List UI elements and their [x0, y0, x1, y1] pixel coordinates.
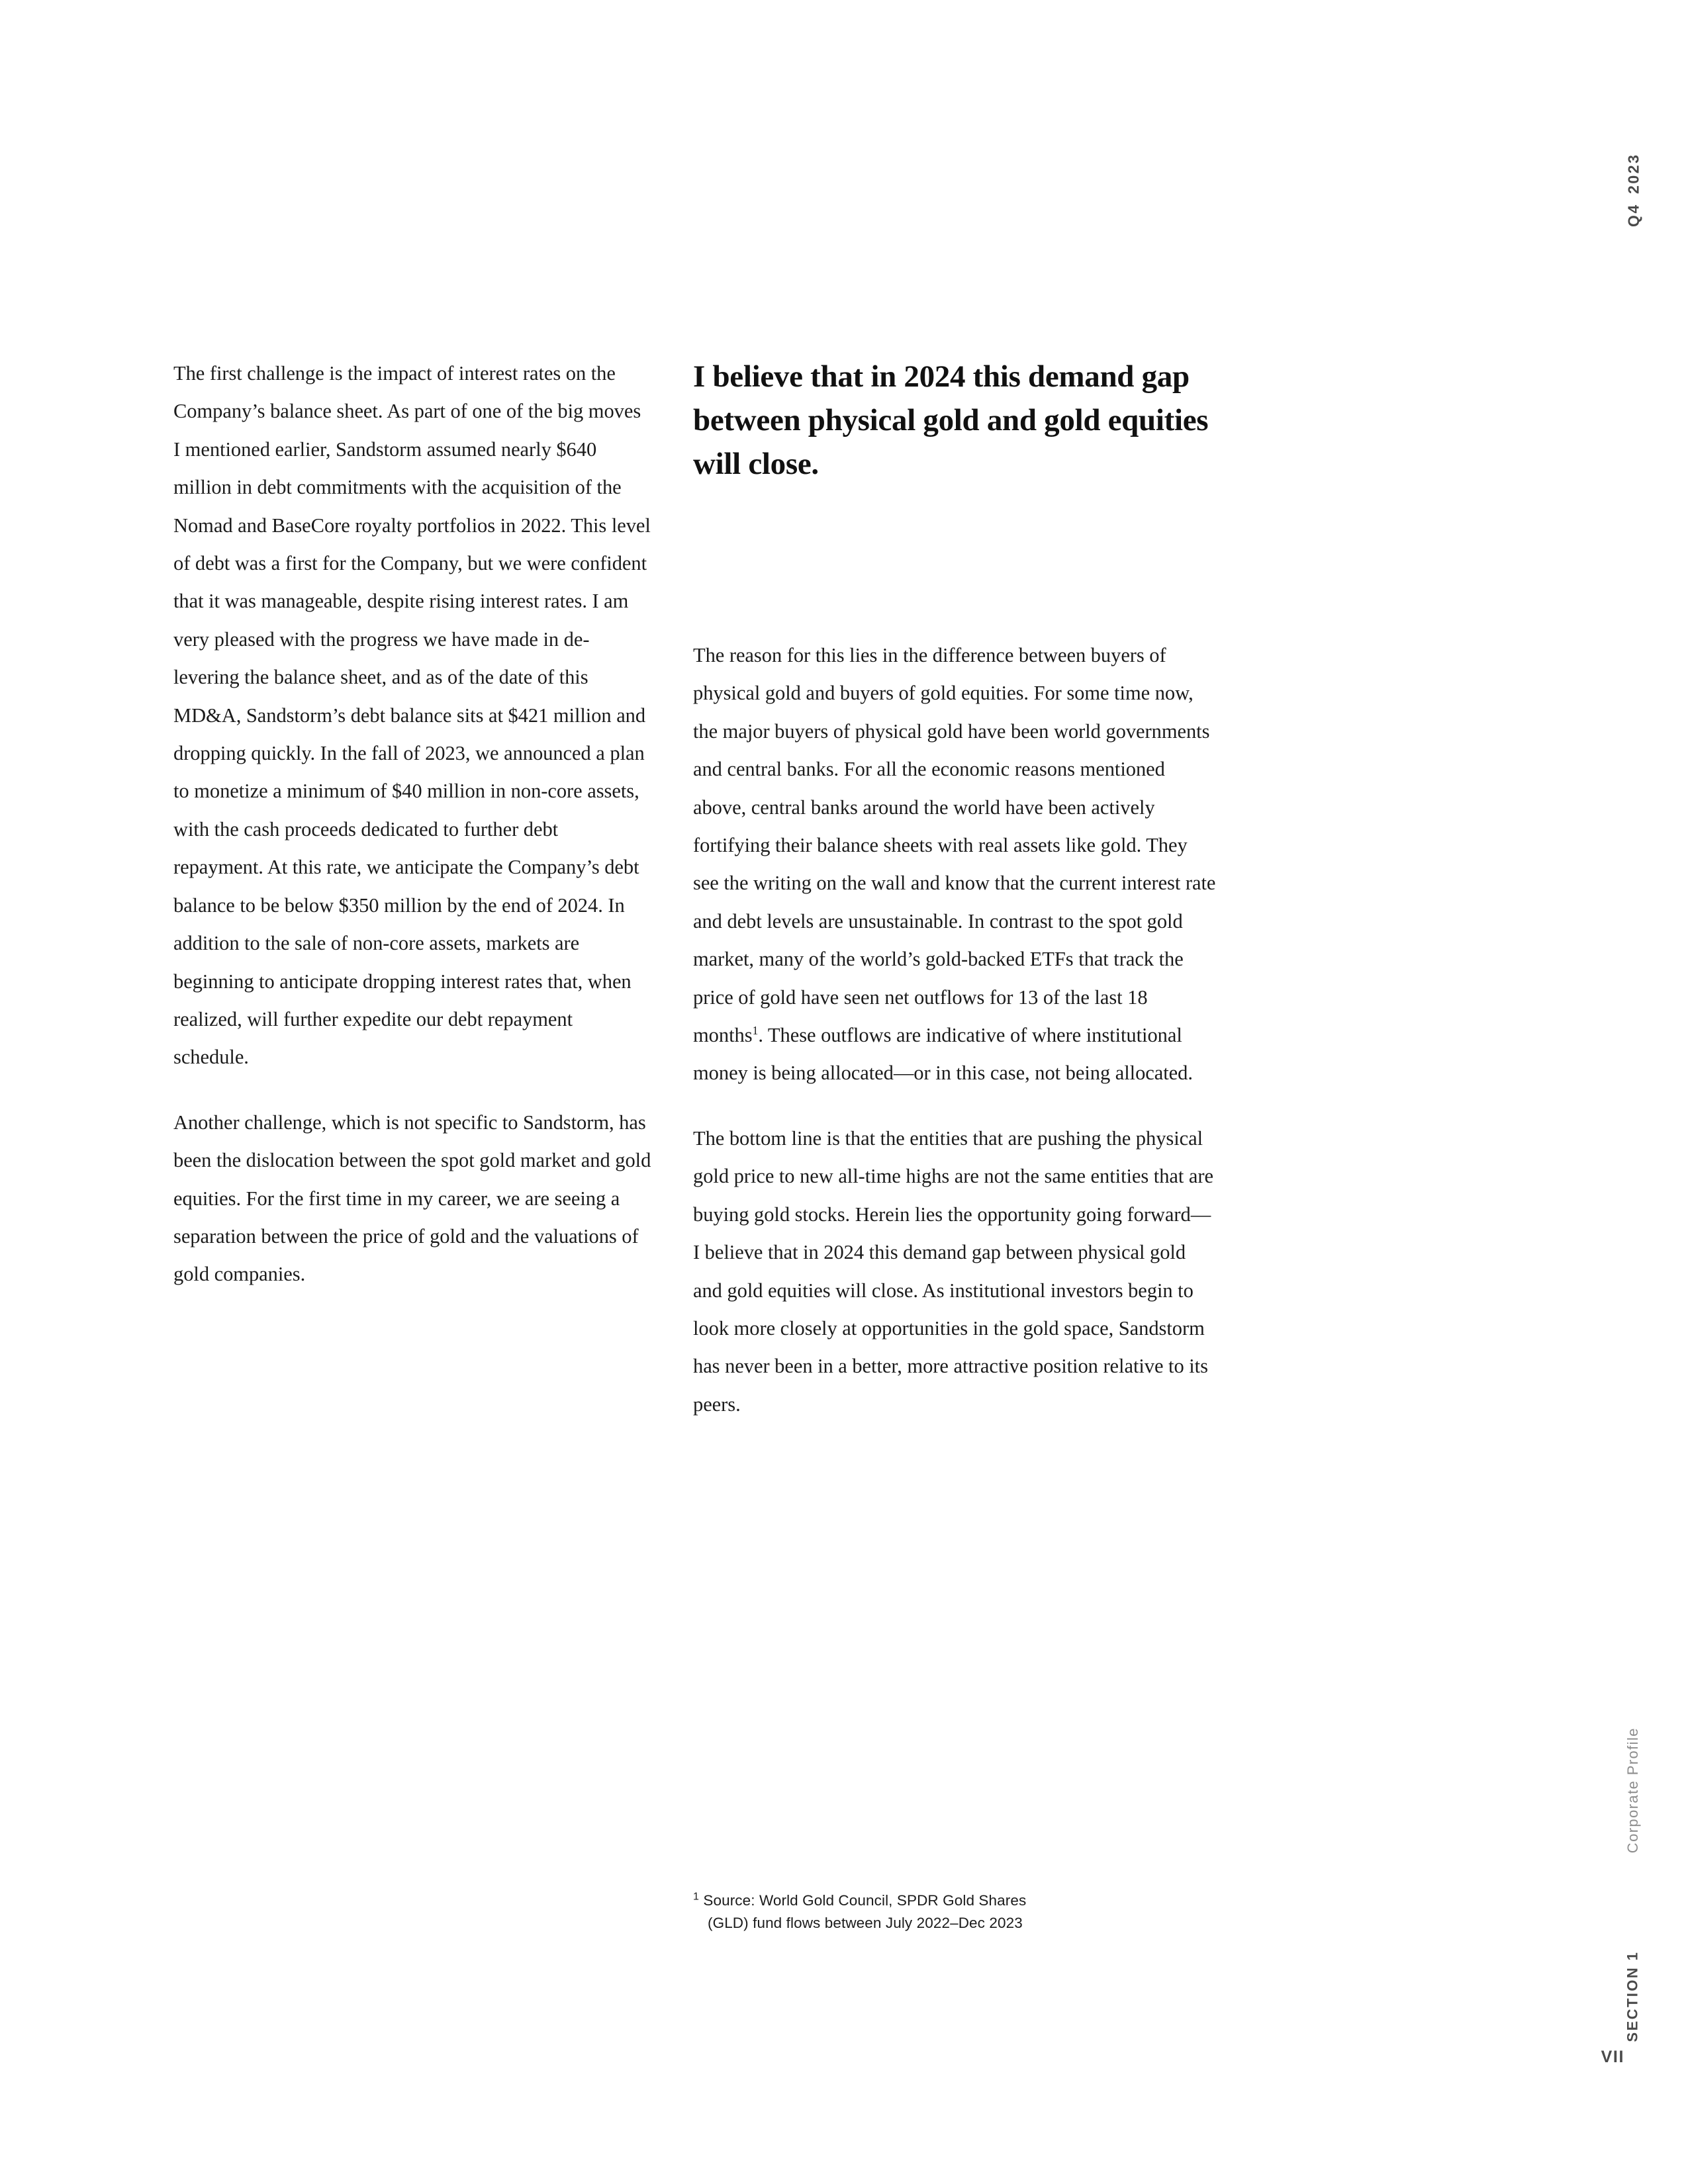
running-head-quarter-text: Q4: [1624, 203, 1642, 227]
footnote: [693, 1889, 1223, 1934]
body-paragraph: [693, 637, 1216, 1093]
body-paragraph-text: The reason for this lies in the difference between buyers of physical gold and buyers of gold equities. For some time now, the major buyers of physical gold have been world governments and central banks. For all the economic reasons mentioned above, central banks around the world have been actively fortifying their balance sheets with real assets like gold. They see the writing on the wall and know that the current interest rate and debt levels are unsustainable. In contrast to the spot gold market, many of the world’s gold-backed ETFs that track the price of gold have seen net outflows for 13 of the last 18 months: [693, 644, 1216, 1047]
footnote-reference: 1: [752, 1023, 759, 1037]
running-head-year-text: 2023: [1624, 153, 1642, 195]
body-paragraph: The bottom line is that the entities that are pushing the physical gold price to new all-time highs are not the same entities that are buying gold stocks. Herein lies the opportunity going forward—I believe that in 2024 this demand gap between physical gold and gold equities will close. As institutional investors begin to look more closely at opportunities in the gold space, Sandstorm has never been in a better, more attractive position relative to its peers.: [693, 1126, 1214, 1416]
footnote-line-2: (GLD) fund flows between July 2022–Dec 2023: [708, 1915, 1023, 1931]
right-text-column-body: [693, 637, 1216, 1424]
footnote-marker: 1: [693, 1891, 699, 1903]
right-text-column-header: [693, 355, 1216, 486]
margin-section-number: SECTION 1: [1624, 1950, 1641, 2042]
page-number: VII: [1601, 2048, 1624, 2066]
body-paragraph: The first challenge is the impact of interest rates on the Company’s balance sheet. As part of one of the big moves I mentioned earlier, Sandstorm assumed nearly $640 million in debt commitments with the acquisition of the Nomad and BaseCore royalty portfolios in 2022. This level of debt was a first for the Company, but we were confident that it was manageable, despite rising interest rates. I am very pleased with the progress we have made in de-levering the balance sheet, and as of the date of this MD&A, Sandstorm’s debt balance sits at $421 million and dropping quickly. In the fall of 2023, we announced a plan to monetize a minimum of $40 million in non-core assets, with the cash proceeds dedicated to further debt repayment. At this rate, we anticipate the Company’s debt balance to be below $350 million by the end of 2024. In addition to the sale of non-core assets, markets are beginning to anticipate dropping interest rates that, when realized, will further expedite our debt repayment schedule.: [173, 362, 651, 1069]
margin-section-label: Corporate Profile: [1624, 1727, 1641, 1854]
left-text-column: [173, 355, 651, 1294]
pull-quote: I believe that in 2024 this demand gap between physical gold and gold equities will close.: [693, 359, 1209, 481]
footnote-line-1: Source: World Gold Council, SPDR Gold Shares: [703, 1892, 1027, 1909]
body-paragraph-text-cont: . These outflows are indicative of where institutional money is being allocated—or in this case, not being allocated.: [693, 1024, 1193, 1085]
running-head-quarter-year: [1624, 153, 1642, 226]
body-paragraph: Another challenge, which is not specific to Sandstorm, has been the dislocation between the spot gold market and gold equities. For the first time in my career, we are seeing a separation between the price of gold and the valuations of gold companies.: [173, 1111, 651, 1286]
